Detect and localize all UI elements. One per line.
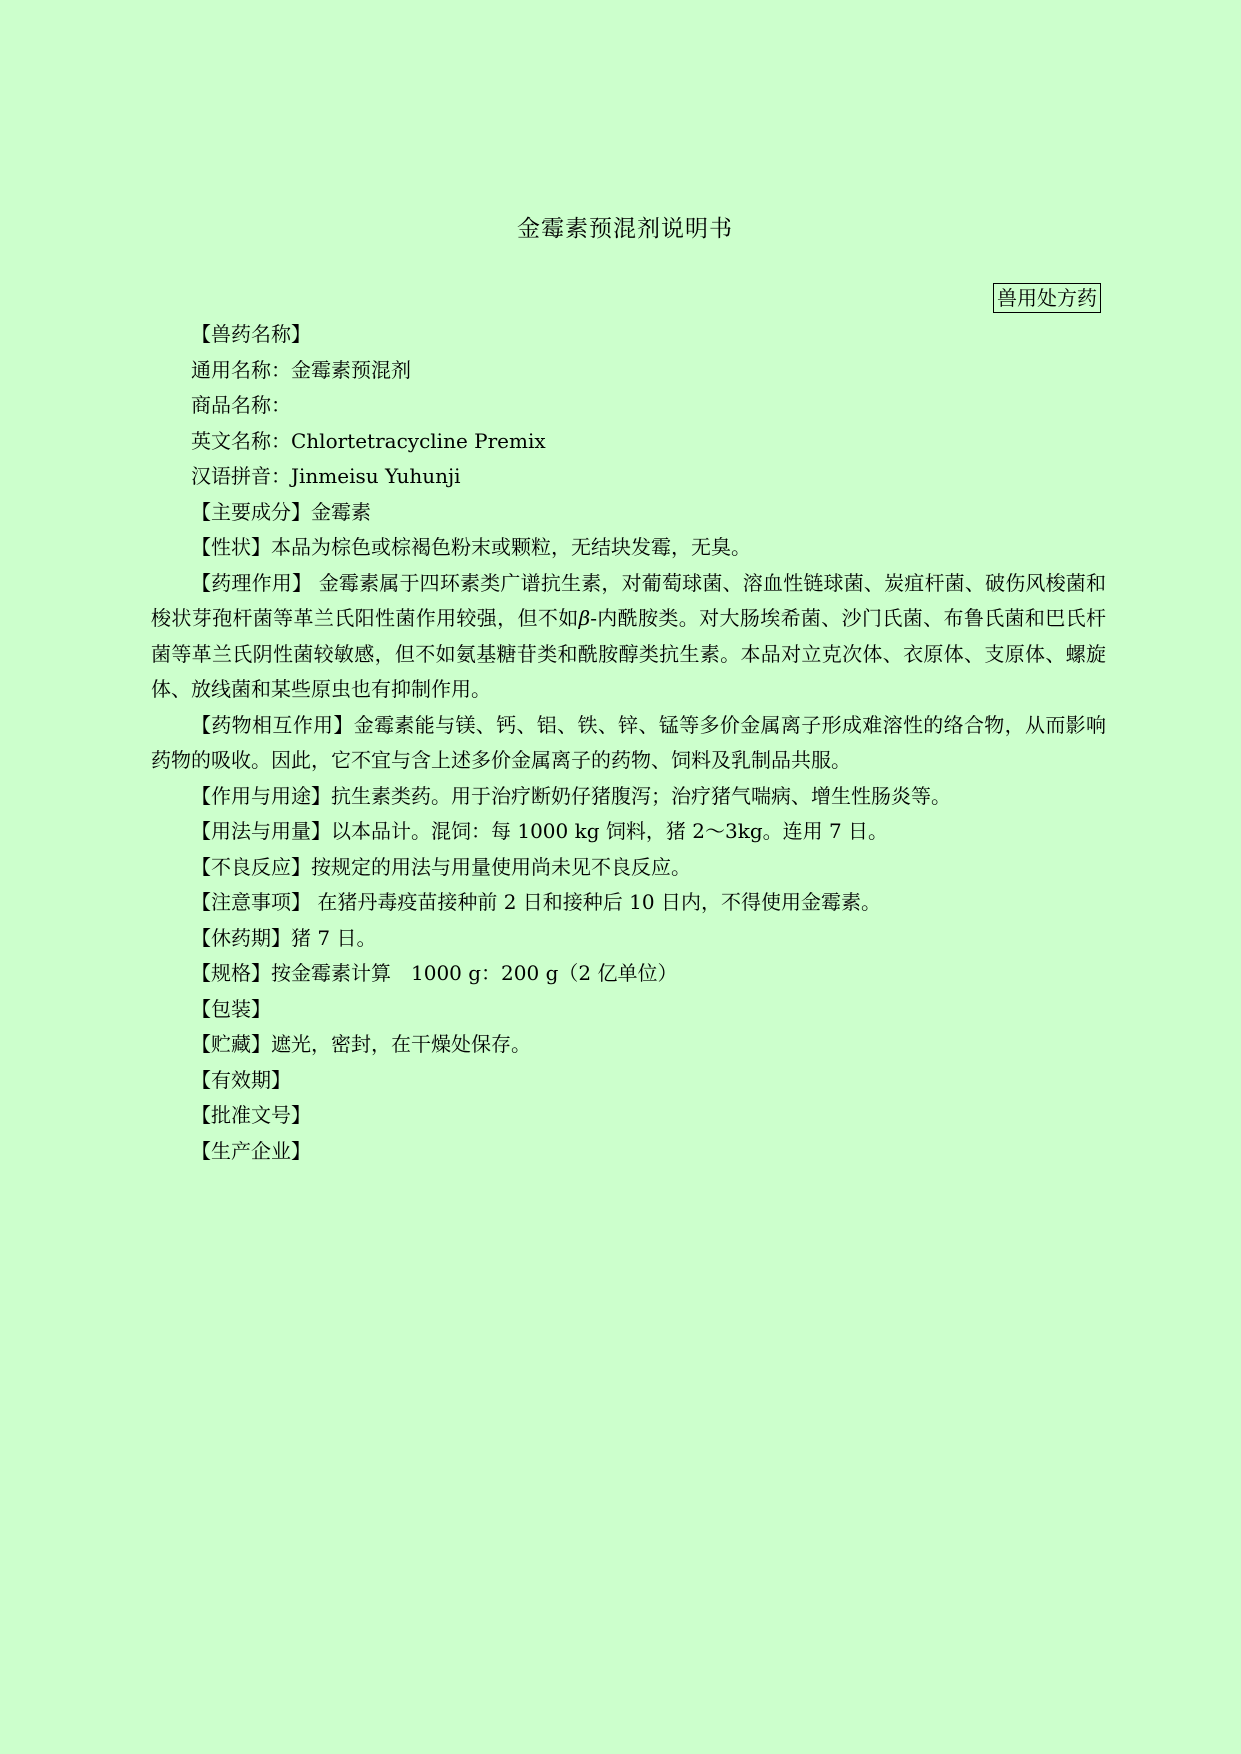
generic-name-line: 通用名称：金霉素预混剂	[191, 357, 411, 382]
section-dosage	[151, 814, 1106, 850]
section-properties	[151, 530, 1106, 566]
section-interaction	[151, 708, 1106, 779]
beta-symbol: β	[578, 606, 591, 630]
trade-name-line: 商品名称：	[191, 393, 291, 417]
withdrawal-text: 猪 7 日。	[291, 925, 377, 950]
interaction-text: 金霉素能与镁、钙、铝、铁、锌、锰等多价金属离子形成难溶性的络合物，从而影响药物的吸收。因此，它不宜与含上述多价金属离子的药物、饲料及乳制品共服。	[151, 712, 1107, 772]
pharmacology-text-2: -内酰胺类。对大肠埃希菌、沙门氏菌、布鲁氏菌和巴氏杆菌等革兰氏阴性菌较敏感，但不如氨基糖苷类和酰胺醇类抗生素。本品对立克次体、衣原体、支原体、螺旋体、放线菌和某些原虫也有抑制作用。	[151, 606, 1107, 701]
dosage-heading: 【用法与用量】	[191, 819, 331, 843]
dosage-text: 以本品计。混饲：每 1000 kg 饲料，猪 2～3kg。连用 7 日。	[331, 819, 889, 843]
section-ingredients	[151, 495, 1106, 531]
section-indications	[151, 779, 1106, 815]
approval-heading: 【批准文号】	[191, 1103, 311, 1127]
document-title: 金霉素预混剂说明书	[517, 216, 733, 242]
section-pharmacology	[151, 566, 1106, 708]
indications-heading: 【作用与用途】	[191, 783, 331, 808]
english-name-line: 英文名称：Chlortetracycline Premix	[191, 428, 546, 453]
indications-text: 抗生素类药。用于治疗断奶仔猪腹泻；治疗猪气喘病、增生性肠炎等。	[331, 783, 951, 808]
prescription-badge: 兽用处方药	[993, 283, 1101, 313]
storage-text: 遮光，密封，在干燥处保存。	[271, 1032, 531, 1056]
package-heading: 【包装】	[191, 996, 271, 1021]
section-package	[151, 992, 1106, 1028]
pinyin-name-line: 汉语拼音：Jinmeisu Yuhunji	[191, 464, 461, 488]
pharmacology-text-1: 金霉素属于四环素类广谱抗生素，对葡萄球菌、溶血性链球菌、炭疽杆菌、破伤风梭菌和梭状芽孢杆菌等革兰氏阳性菌作用较强，但不如	[151, 570, 1107, 630]
section-validity	[151, 1063, 1106, 1099]
section-drug-name	[151, 317, 1106, 353]
section-adverse	[151, 850, 1106, 886]
drug-name-heading: 【兽药名称】	[191, 322, 311, 346]
spec-heading: 【规格】	[191, 961, 271, 985]
section-approval	[151, 1098, 1106, 1134]
section-storage	[151, 1027, 1106, 1063]
properties-heading: 【性状】	[191, 535, 271, 559]
pharmacology-heading: 【药理作用】	[191, 570, 313, 595]
section-spec	[151, 956, 1106, 992]
document-body	[151, 317, 1106, 1169]
precautions-text: 在猪丹毒疫苗接种前 2 日和接种后 10 日内，不得使用金霉素。	[311, 890, 881, 914]
section-precautions	[151, 885, 1106, 921]
withdrawal-heading: 【休药期】	[191, 925, 291, 950]
manufacturer-heading: 【生产企业】	[191, 1138, 311, 1163]
section-manufacturer	[151, 1134, 1106, 1170]
interaction-heading: 【药物相互作用】	[191, 712, 354, 737]
section-withdrawal	[151, 921, 1106, 957]
validity-heading: 【有效期】	[191, 1067, 291, 1092]
spec-text: 按金霉素计算 1000 g：200 g（2 亿单位）	[271, 961, 678, 985]
adverse-heading: 【不良反应】	[191, 854, 311, 879]
storage-heading: 【贮藏】	[191, 1032, 271, 1056]
adverse-text: 按规定的用法与用量使用尚未见不良反应。	[311, 854, 691, 879]
ingredients-text: 金霉素	[311, 499, 371, 524]
precautions-heading: 【注意事项】	[191, 890, 311, 914]
ingredients-heading: 【主要成分】	[191, 499, 311, 524]
properties-text: 本品为棕色或棕褐色粉末或颗粒，无结块发霉，无臭。	[271, 535, 751, 559]
